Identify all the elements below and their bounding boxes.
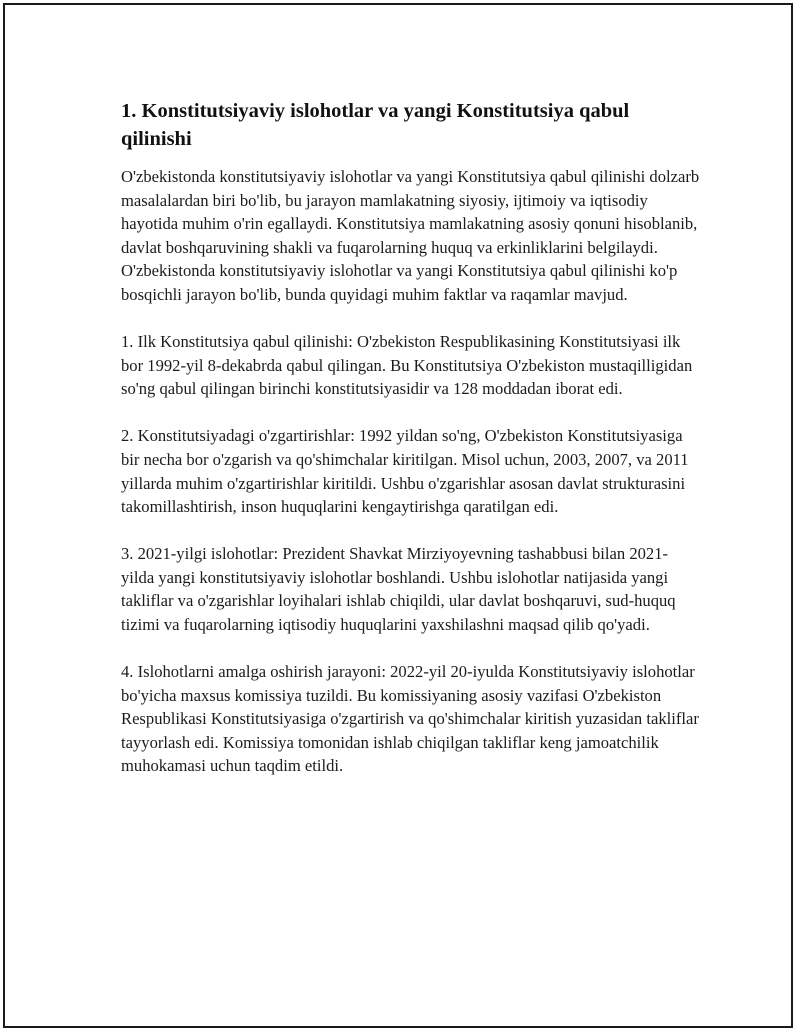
- paragraph-first-constitution: 1. Ilk Konstitutsiya qabul qilinishi: O'zbekiston Respublikasining Konstitutsiyasi ilk bor 1992-yil 8-dekabrda qabul qilingan. Bu Konstitutsiya O'zbekiston mustaqilligidan so'ng qabul qilingan birinchi konstitutsiyasidir va 128 moddadan iborat edi.: [121, 332, 693, 399]
- intro-paragraph: O'zbekistonda konstitutsiyaviy islohotlar va yangi Konstitutsiya qabul qilinishi dolzarb masalalardan biri bo'lib, bu jarayon mamlakatning siyosiy, ijtimoiy va iqtisodiy hayotida muhim o'rin egallaydi. Konstitutsiya mamlakatning asosiy qonuni hisoblanib, davlat boshqaruvining shakli va fuqarolarning huquq va erkinliklarini belgilaydi. O'zbekistonda konstitutsiyaviy islohotlar va yangi Konstitutsiya qabul qilinishi ko'p bosqichli jarayon bo'lib, bunda quyidagi muhim faktlar va raqamlar mavjud.: [121, 167, 700, 304]
- page-frame: [3, 3, 793, 1028]
- document-body: [121, 97, 701, 802]
- section-heading: 1. Konstitutsiyaviy islohotlar va yangi Konstitutsiya qabul qilinishi: [121, 100, 630, 150]
- paragraph-amendments: 2. Konstitutsiyadagi o'zgartirishlar: 1992 yildan so'ng, O'zbekiston Konstitutsiyasiga bir necha bor o'zgarish va qo'shimchalar kiritilgan. Misol uchun, 2003, 2007, va 2011 yillarda muhim o'zgartirishlar kiritildi. Ushbu o'zgarishlar asosan davlat strukturasini takomillashtirish, inson huquqlarini kengaytirishga qaratilgan edi.: [121, 426, 689, 517]
- paragraph-2021-reforms: 3. 2021-yilgi islohotlar: Prezident Shavkat Mirziyoyevning tashabbusi bilan 2021-yilda yangi konstitutsiyaviy islohotlar boshlandi. Ushbu islohotlar natijasida yangi takliflar va o'zgarishlar loyihalari ishlab chiqildi, ular davlat boshqaruvi, sud-huquq tizimi va fuqarolarning iqtisodiy huquqlarini yaxshilashni maqsad qilib qo'yadi.: [121, 544, 676, 634]
- paragraph-implementation-process: 4. Islohotlarni amalga oshirish jarayoni: 2022-yil 20-iyulda Konstitutsiyaviy islohotlar bo'yicha maxsus komissiya tuzildi. Bu komissiyaning asosiy vazifasi O'zbekiston Respublikasi Konstitutsiyasiga o'zgartirish va qo'shimchalar kiritish yuzasidan takliflar tayyorlash edi. Komissiya tomonidan ishlab chiqilgan takliflar keng jamoatchilik muhokamasi uchun taqdim etildi.: [121, 662, 699, 776]
